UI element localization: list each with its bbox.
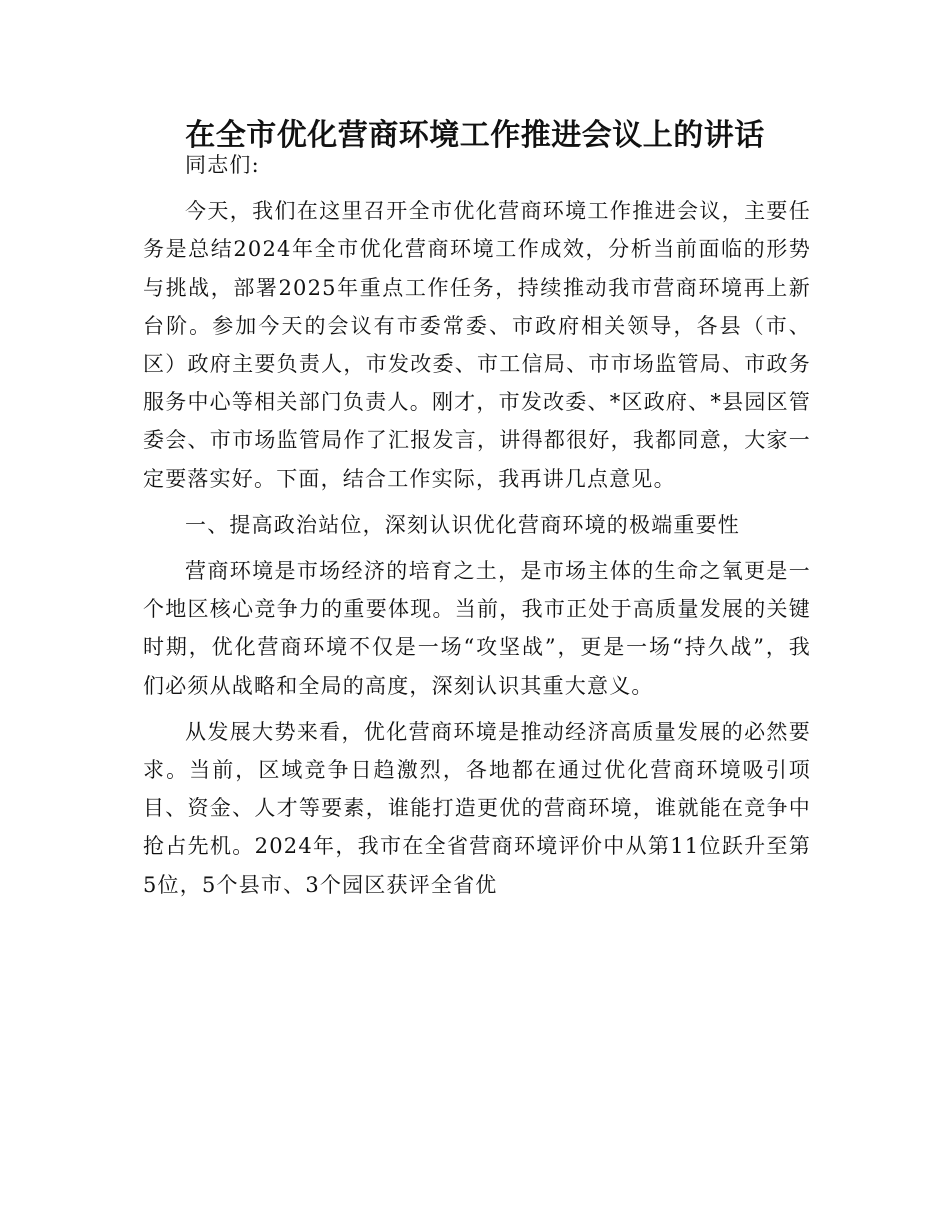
paragraph-business-environment: 营商环境是市场经济的培育之土，是市场主体的生命之氧更是一个地区核心竞争力的重要体现。当前，我市正处于高质量发展的关键时期，优化营商环境不仅是一场“攻坚战”，更是一场“持久战”，我们必须从战略和全局的高度，深刻认识其重大意义。 [143,559,811,698]
salutation: 同志们: [185,153,260,177]
paragraph-development-trend: 从发展大势来看，优化营商环境是推动经济高质量发展的必然要求。当前，区域竞争日趋激烈，各地都在通过优化营商环境吸引项目、资金、人才等要素，谁能打造更优的营商环境，谁就能在竞争中抢占先机。2024年，我市在全省营商环境评价中从第11位跃升至第5位，5个县市、3个园区获评全省优 [143,719,812,897]
section-heading-1: 一、提高政治站位，深刻认识优化营商环境的极端重要性 [185,512,740,537]
document-body [143,146,811,904]
document-title: 在全市优化营商环境工作推进会议上的讲话 [185,118,765,153]
paragraph-opening: 今天，我们在这里召开全市优化营商环境工作推进会议，主要任务是总结2024年全市优化营商环境工作成效，分析当前面临的形势与挑战，部署2025年重点工作任务，持续推动我市营商环境再上新台阶。参加今天的会议有市委常委、市政府相关领导，各县（市、区）政府主要负责人，市发改委、市工信局、市市场监管局、市政务服务中心等相关部门负责人。刚才，市发改委、*区政府、*县园区管委会、市市场监管局作了汇报发言，讲得都很好，我都同意，大家一定要落实好。下面，结合工作实际，我再讲几点意见。 [143,199,811,491]
